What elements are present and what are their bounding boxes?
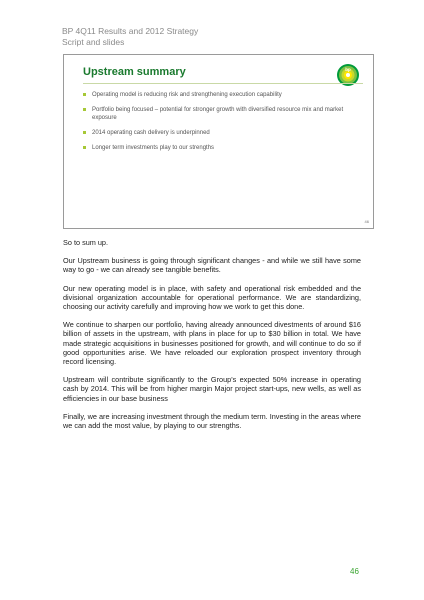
bullet-square-icon bbox=[83, 146, 86, 149]
slide-bullet: Longer term investments play to our strengths bbox=[83, 144, 353, 152]
script-text bbox=[63, 238, 361, 439]
bullet-square-icon bbox=[83, 131, 86, 134]
slide-number: 46 bbox=[364, 219, 369, 224]
slide-divider bbox=[83, 83, 363, 84]
header-subtitle: Script and slides bbox=[62, 37, 125, 47]
document-header bbox=[62, 26, 198, 48]
paragraph: Upstream will contribute significantly to the Group's expected 50% increase in operating cash by 2014. This will be from higher margin Major project start-ups, new wells, as well as efficiencies in our base business bbox=[63, 375, 361, 403]
bp-logo-icon bbox=[334, 62, 362, 90]
paragraph: Our new operating model is in place, with safety and operational risk embedded and the divisional organization accountable for operational performance. We are standardizing, choosing our activity carefully and improving how we work to get this done. bbox=[63, 283, 361, 312]
slide-bullet: Portfolio being focused – potential for stronger growth with diversified resource mix and market exposure bbox=[83, 106, 353, 122]
paragraph: Our Upstream business is going through significant changes - and while we still have some way to go - we can already see tangible benefits. bbox=[63, 256, 361, 275]
bullet-square-icon bbox=[83, 93, 86, 96]
slide-bullet-list bbox=[83, 91, 353, 159]
slide-bullet: Operating model is reducing risk and strengthening execution capability bbox=[83, 91, 353, 99]
header-title: BP 4Q11 Results and 2012 Strategy bbox=[62, 26, 199, 36]
bp-logo-text: bp bbox=[345, 67, 351, 72]
paragraph: So to sum up. bbox=[63, 238, 109, 247]
bullet-square-icon bbox=[83, 108, 86, 111]
slide-title: Upstream summary bbox=[83, 66, 186, 78]
slide-thumbnail bbox=[63, 54, 374, 229]
paragraph: Finally, we are increasing investment through the medium term. Investing in the areas where we can add the most value, by playing to our strengths. bbox=[63, 411, 361, 431]
page-number: 46 bbox=[350, 567, 359, 576]
slide-bullet: 2014 operating cash delivery is underpinned bbox=[83, 129, 353, 137]
paragraph: We continue to sharpen our portfolio, having already announced divestments of around $16 billion of assets in the upstream, with plans in place for up to $30 billion in total. We have made strategic acquisitions in businesses positioned for growth, and will continue to do so if good opportunities arise. We have reloaded our exploration prospect inventory through record licensing. bbox=[63, 320, 361, 367]
